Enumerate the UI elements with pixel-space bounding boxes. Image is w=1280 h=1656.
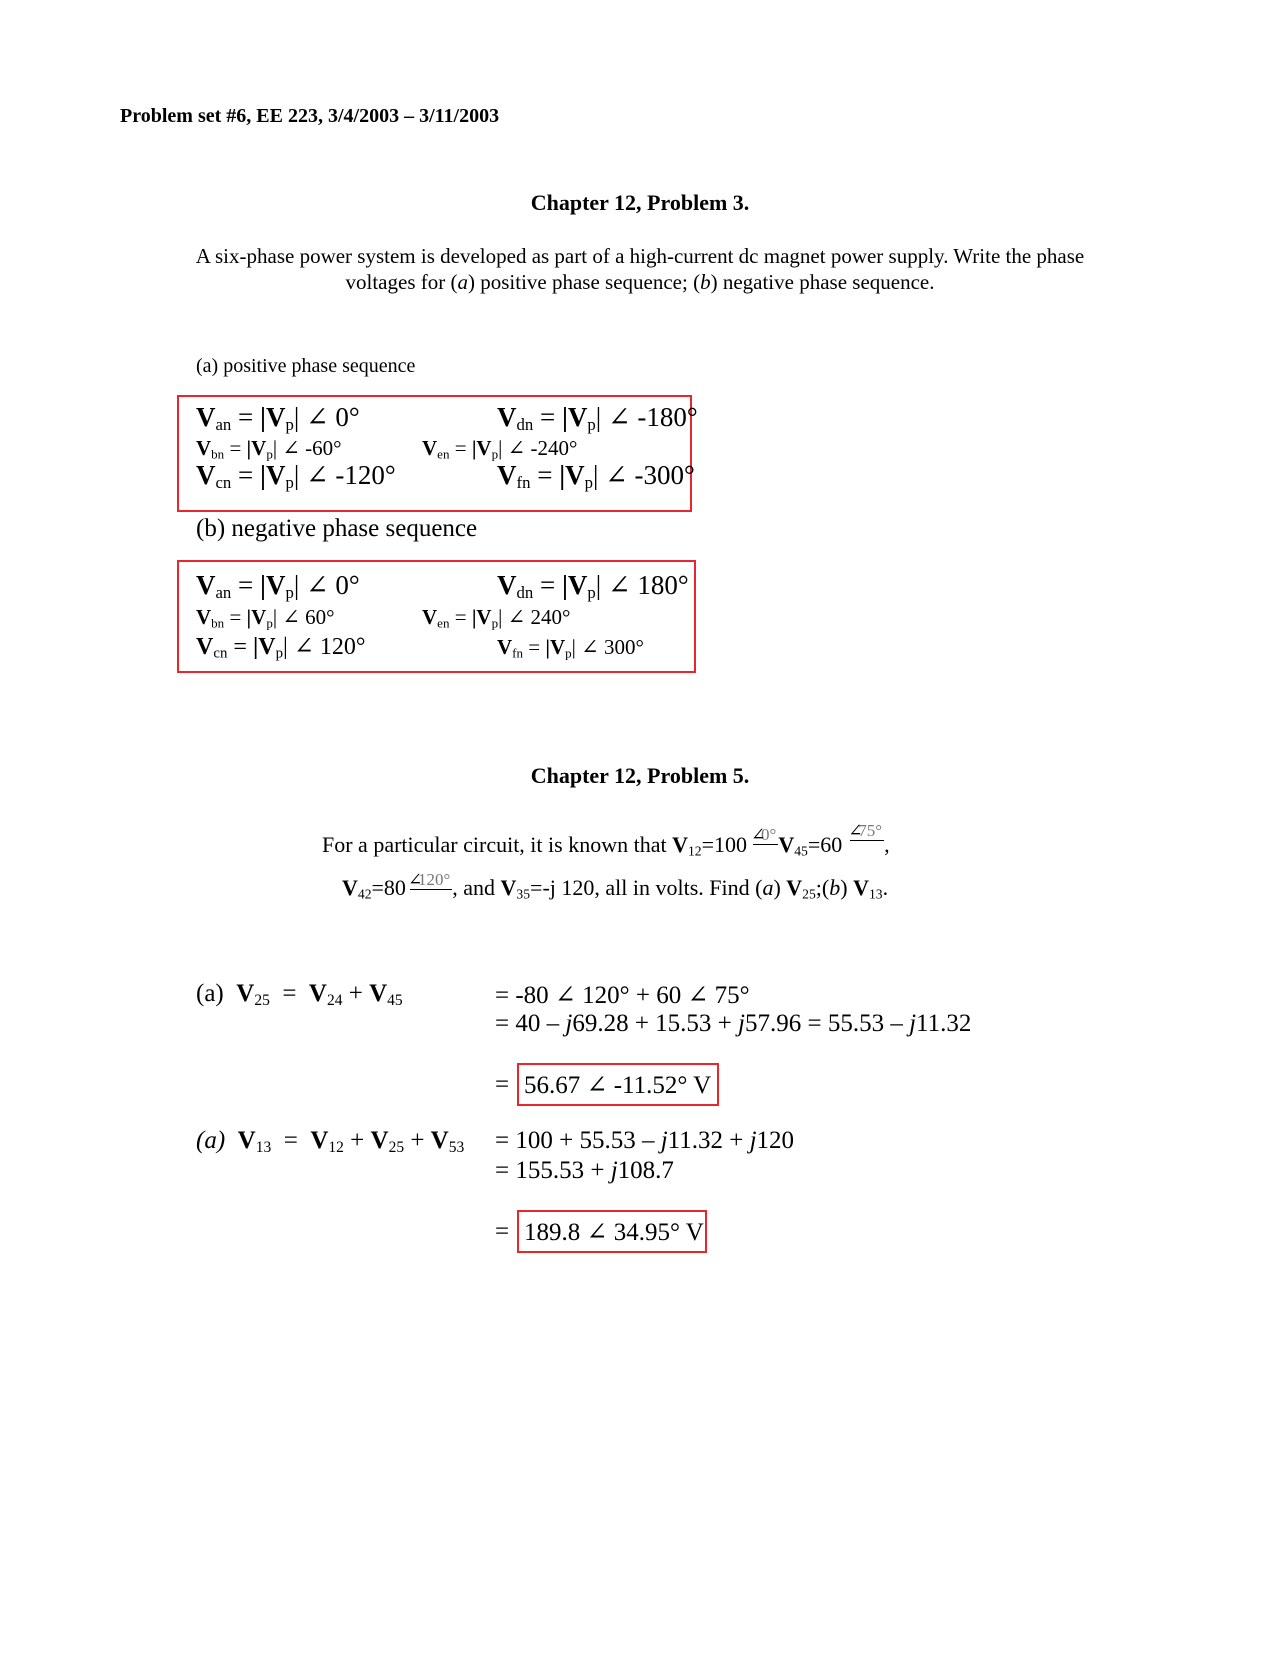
solution-a-eq: =	[495, 1071, 510, 1098]
neg-van: $V_{an} = |V_p|$ ∠ 0°	[196, 570, 360, 603]
solution-a-result: 56.67 ∠ -11.52° V	[524, 1072, 712, 1099]
problem5-statement-line1: For a particular circuit, it is known that $V_{12}=100\angle$ $0^\circ V_{45}=60\angle$ 75°,	[322, 832, 890, 858]
solution-a-line2: = 40 – j69.28 + 15.53 + j57.96 = 55.53 – j11.32	[495, 1010, 972, 1037]
angle-120-marker: ∠ 120°	[410, 871, 452, 890]
pos-vdn: $V_{dn} = |V_p|$ ∠ -180°	[497, 402, 698, 435]
neg-vcn: $V_{cn} = |V_p|$ ∠ 120°	[196, 634, 366, 662]
angle-75-marker: ∠ 75°	[850, 822, 884, 841]
solution-b-lhs: (a) $V_{13} = V_{12} + V_{25} + V_{53}$	[196, 1127, 465, 1156]
neg-vdn: $V_{dn} = |V_p|$ ∠ 180°	[497, 570, 689, 603]
neg-ven: $V_{en} = |V_p|$ ∠ 240°	[422, 605, 571, 631]
solution-b-result: 189.8 ∠ 34.95° V	[524, 1219, 704, 1246]
problem3-heading: Chapter 12, Problem 3.	[530, 190, 750, 215]
solution-a-lhs: (a) $V_{25} = V_{24} + V_{45}$	[196, 980, 403, 1009]
statement-line1: A six-phase power system is developed as part of a high-current dc magnet power supply. Write the phase	[195, 244, 1085, 268]
pos-van: $V_{an} = |V_p|$ ∠ 0°	[196, 402, 360, 435]
solution-a-line1: = -80 ∠ 120° + 60 ∠ 75°	[495, 982, 750, 1009]
neg-vfn: $V_{fn} = |V_p|$ ∠ 300°	[497, 635, 644, 661]
part-a-label: (a) positive phase sequence	[196, 355, 416, 377]
neg-vbn: $V_{bn} = |V_p|$ ∠ 60°	[196, 605, 335, 631]
part-b-label: (b) negative phase sequence	[196, 515, 478, 542]
angle-0-marker: ∠ 0°	[753, 826, 778, 845]
pos-vbn: $V_{bn} = |V_p|$ ∠ -60°	[196, 436, 342, 462]
pos-vfn: $V_{fn} = |V_p|$ ∠ -300°	[497, 460, 695, 493]
pos-ven: $V_{en} = |V_p|$ ∠ -240°	[422, 436, 578, 462]
statement-line2: voltages for (a) positive phase sequence; (b) negative phase sequence.	[345, 270, 935, 294]
problem3-statement	[0, 243, 1280, 295]
solution-b-line1: = 100 + 55.53 – j11.32 + j120	[495, 1127, 795, 1154]
solution-b-line2: = 155.53 + j108.7	[495, 1157, 674, 1184]
problem5-heading: Chapter 12, Problem 5.	[530, 763, 750, 788]
problem5-statement-line2: $V_{42}=80\angle$ 120°, and $V_{35}=-j$ 120, all in volts. Find (a) $V_{25};(b)$ $V_{13}$.	[342, 875, 888, 901]
pos-vcn: $V_{cn} = |V_p|$ ∠ -120°	[196, 460, 396, 493]
page-header: Problem set #6, EE 223, 3/4/2003 – 3/11/2003	[120, 105, 500, 127]
solution-b-eq: =	[495, 1218, 510, 1245]
